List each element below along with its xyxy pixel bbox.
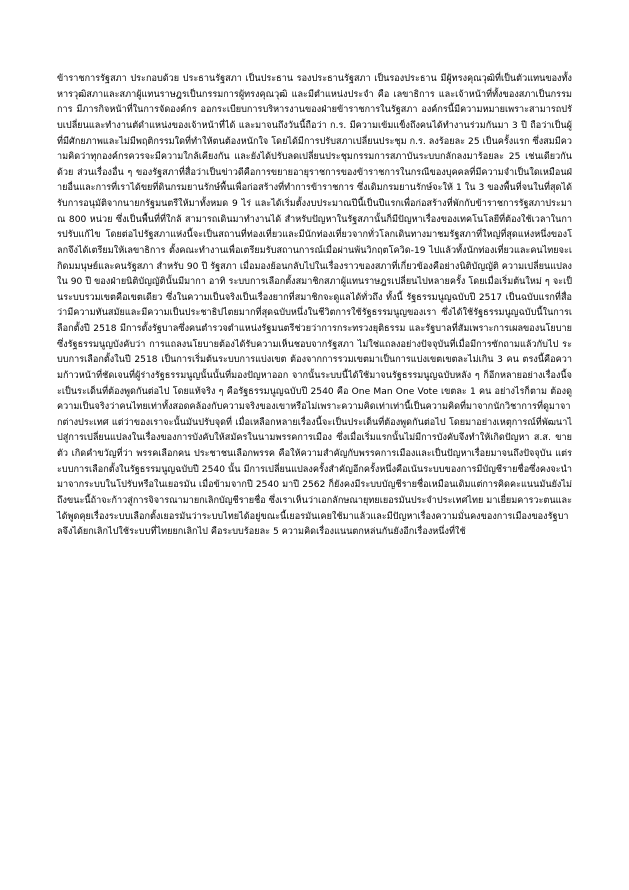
document-paragraph: ข้าราชการรัฐสภา ประกอบด้วย ประธานรัฐสภา เป็นประธาน รองประธานรัฐสภา เป็นรองประธาน มีผู้ทรงคุณวุฒิที่เป็นตัวแทนของทั้งหารวุฒิสภาและสภาผู้แทนราษฎรเป็นกรรมการผู้ทรงคุณวุฒิ และมีตำแหน่งประจำ คือ เลขาธิการ และเจ้าหน้าที่ทั้งของสภาเป็นกรรมการ มีภารกิจหน้าที่ในการจัดองค์กร ออกระเบียบการบริหารงานของฝ่ายข้าราชการในรัฐสภา องค์กรนี้มีความหมายเพราะสามารถปรับเปลี่ยนและทำงานตัดำแหน่งของเจ้าหน้าที่ได้ และมาจนถึงวันนี้ถือว่า ก.ร. มีความเข้มแข็งถึงคนได้ทำงานร่วมกันมา 3 ปี ถือว่าเป็นผู้ที่มีศักยภาพและไม่มีพฤติกรรมใดที่ทำให้ตนต้องหนักใจ โดยได้มีการปรับสภาเปลี่ยนประชุม ก.ร. ลงร้อยละ 25 เป็นครั้งแรก ซึ่งสมมีความคิดว่าทุกองค์กรควรจะมีความใกล้เคียงกัน และยังได้ปรับลดเปลี่ยนประชุมกรรมการสภาบันระบบกลักลงมาร้อยละ 25 เช่นเดียวกันด้วย ส่วนเรื่องอื่น ๆ ของรัฐสภาที่สื่อว่าเป็นข่าวดีคือการขยายอายุราชการของข้าราชการในกรณีของบุคคลที่มีความจำเป็นใดเหมือนฝ่ายอื่นและการที่เราได้ขยที่ดินกรมยานรักษ์พื้นเพื่อก่อสร้างที่ทำการข้าราชการ ซึ่งเดิมกรมยานรักษ์จะให้ 1 ใน 3 ของพื้นที่จนในที่สุดได้รับการอนุมัติจากนายกรัฐมนตรีให้มาทั้งหมด 9 ไร่ และได้เริ่มตั้งงบประมาณปีนี้เป็นปีแรกเพื่อก่อสร้างที่พักกับข้าราชการรัฐสภาประมาณ 800 หน่วย ซึ่งเป็นพื้นที่ที่ใกล้ สามารถเดินมาทำงานได้ สำหรับปัญหาในรัฐสภานั้นก็มีปัญหาเรื่องของเทคโนโลยีที่ต้องใช้เวลาในการปรับแก้ไข โดยต่อไปรัฐสภาแห่งนี้จะเป็นสถานที่ท่องเที่ยวและมีนักท่องเที่ยวจากทั่วโลกเดินทางมาชมรัฐสภาที่ใหญ่ที่สุดแห่งหนึ่งของโลกจึงได้เตรียมให้เลขาธิการ ตั้งคณะทำงานเพื่อเตรียมรับสถานการณ์เมื่อผ่านพ้นวิกฤตโควิด-19 ไปแล้วทั้งนักท่องเที่ยวและคนไทยจะเกิดมมนุษย์และคนรัฐสภา สำหรับ 90 ปี รัฐสภา เมื่อมองย้อนกลับไปในเรื่องราวของสภาที่เกี่ยวข้องคือย่างนิติบัญญัติ ความเปลี่ยนแปลงใน 90 ปี ของฝ่ายนิติบัญญัตินั้นมีมากา อาทิ ระบบการเลือกตั้งสมาชิกสภาผู้แทนราษฎรเปลี่ยนไปหลายครั้ง โดยเมื่อเริ่มต้นใหม่ ๆ จะเป็นระบบรวมเขตคือเขตเดียว ซึ่งในความเป็นจริงเป็นเรื่องยากที่สมาชิกจะดูแลได้ทั่วถึง ทั้งนี้ รัฐธรรมนูญฉบับปี 2517 เป็นฉบับแรกที่สื่อว่ามีความทันสมัยและมีความเป็นประชาธิปไตยมากที่สุดฉบับหนึ่งในชีวิตการใช้รัฐธรรมนูญของเรา ซึ่งได้ใช้รัฐธรรมนูญฉบับนี้ในการเลือกตั้งปี 2518 มีการตั้งรัฐบาลซึ่งคนตำรวจตำแหน่งรัฐมนตรีช่วยว่าการกระทรวงยุติธรรม และรัฐบาลที่สัมเพราะการเผลของนโยบาย ซึ่งรัฐธรรมนูญบังคับว่า การแถลงนโยบายต้องได้รับความเห็นชอบจากรัฐสภา ไม่ใช่แถลงอย่างปัจจุบันที่เมื่อมีการซักถามแล้วกับไป ระบบการเลือกตั้งในปี 2518 เป็นการเริ่มต้นระบบการแบ่งเขต ต้องจากการรวมเขตมาเป็นการแบ่งเขตเขตละไม่เกิน 3 คน ตรงนี้คือความก้าวหน้าที่ชัดเจนที่ผู้ร่างรัฐธรรมนูญนั้นนั้นที่มองปัญหาออก จากนั้นระบบนี้ได้ใช้มาจนรัฐธรรมนูญฉบับหลัง ๆ ก็อีกหลายอย่างเรื่องนี้จะเป็นระเด็นที่ต้องพูดกันต่อไป โดยแท้จริง ๆ คือรัฐธรรมนูญฉบับปี 2540 คือ One Man One Vote เขตละ 1 คน อย่างไรก็ตาม ต้องดูความเป็นจริงว่าคนไทยเท่าทั้งสอดคล้องกับความจริงของเขาหรือไม่เพราะความคิดเท่าเท่านี้เป็นความคิดที่มาจากนักวิชาการที่ดูมาจากต่างประเทศ แต่ว่าของเราจะนั้นมันปรับจุดที่ เมื่อเหลือกหลายเรื่องนี้จะเป็นประเด็นที่ต้องพูดกันต่อไป โดยมาอย่างเหตุการณ์ที่พัฒนาไปสู่การเปลี่ยนแปลงในเรื่องของการบังคับให้สมัครในนามพรรคการเมือง ซึ่งเมื่อเริ่มแรกนั้นไม่มีการบังคับจึงทำให้เกิดปัญหา ส.ส. ขายตัว เกิดคำขวัญที่ว่า พรรคเลือกคน ประชาชนเลือกพรรค คือให้ความสำคัญกับพรรคการเมืองและเป็นปัญหาเรื่อยมาจนถึงปัจจุบัน แต่ระบบการเลือกตั้งในรัฐธรรมนูญฉบับปี 2540 นั้น มีการเปลี่ยนแปลงครั้งสำคัญอีกครั้งหนึ่งคือเน้นระบบของการมีบัญชีรายชื่อซึ่งคงจะนำมาจากระบบในโปรับหรือในเยอรมัน เมื่อข้ามจากปี 2540 มาปี 2562 ก็ยังคงมีระบบบัญชีรายชื่อเหมือนเดิมแต่การคิดคะแนนมันยังไม่ถึงขนะนี้ถ้าจะก้าวสู่การจิจารณามายกเลิกบัญชีรายชื่อ ซึ่งเราเห็นว่าเอกลักษณายุทยเยอรมันประจำประเทศไทย มาเยี่ยมคารวะตนและได้พูดคุยเรื่องระบบเลือกตั้งเยอรมันว่าระบบไทยได้อยู่ขณะนี้เยอรมันเคยใช้มาแล้วและมีปัญหาเรื่องความมั่นคงของการเมืองของรัฐบาลจึงได้ยกเลิกไปใช้ระบบที่ไทยยกเลิกไป คือระบบร้อยละ 5 ความคิดเรื่องแนนตกหล่นกันยังอีกเรื่องหนึ่งที่ใช้: [57, 74, 572, 538]
document-body: [57, 72, 572, 541]
